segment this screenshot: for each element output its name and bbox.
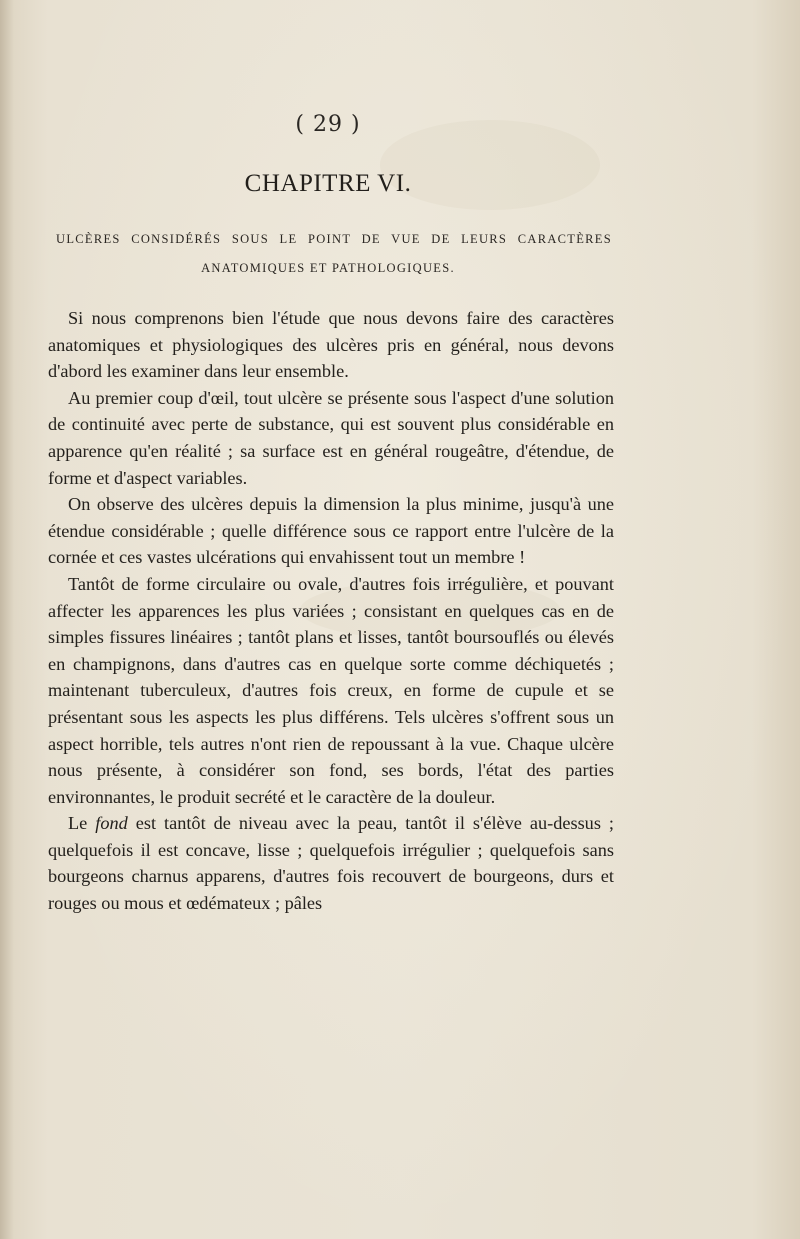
paragraph: Tantôt de forme circulaire ou ovale, d'autres fois irrégulière, et pouvant affecter les apparences les plus variées ; consistant en quelques cas en de simples fissures linéaires ; tantôt plans et lisses, tantôt boursouflés ou élevés en champignons, dans d'autres cas en quelque sorte comme déchiquetés ; maintenant tuberculeux, d'autres fois creux, en forme de cupule et se présentant sous les aspects les plus différens. Tels ulcères s'offrent sous un aspect horrible, tels autres n'ont rien de repoussant à la vue. Chaque ulcère nous présente, à considérer son fond, ses bords, l'état des parties environnantes, le produit secrété et le caractère de la douleur. bbox=[48, 573, 614, 807]
paragraph: Si nous comprenons bien l'étude que nous devons faire des caractères anatomiques et physiologiques des ulcères pris en général, nous devons d'abord les examiner dans leur ensemble. bbox=[48, 308, 614, 382]
page-number: ( 29 ) bbox=[295, 112, 361, 137]
body-text bbox=[48, 305, 614, 917]
paragraph: Au premier coup d'œil, tout ulcère se présente sous l'aspect d'une solution de continuité avec perte de substance, qui est souvent plus considérable en apparence qu'en réalité ; sa surface est en général rougeâtre, d'étendue, de forme et d'aspect variables. bbox=[48, 387, 614, 488]
chapter-subtitle-line-2: ANATOMIQUES ET PATHOLOGIQUES. bbox=[201, 261, 455, 275]
paragraph bbox=[48, 810, 614, 916]
paragraph-lead: Le bbox=[68, 813, 96, 834]
paragraph-rest: est tantôt de niveau avec la peau, tantôt il s'élève au-dessus ; quelquefois il est concave, lisse ; quelquefois irrégulier ; quelquefois sans bourgeons charnus apparens, d'autres fois recouvert de bourgeons, durs et rouges ou mous et œdémateux ; pâles bbox=[48, 813, 614, 914]
chapter-title: CHAPITRE VI. bbox=[244, 170, 412, 197]
paragraph: On observe des ulcères depuis la dimension la plus minime, jusqu'à une étendue considérable ; quelle différence sous ce rapport entre l'ulcère de la cornée et ces vastes ulcérations qui envahissent tout un membre ! bbox=[48, 494, 614, 568]
chapter-subtitle-line-1: ULCÈRES CONSIDÉRÉS SOUS LE POINT DE VUE DE LEURS CARACTÈRES bbox=[56, 232, 612, 246]
emphasized-term: fond bbox=[95, 813, 128, 834]
